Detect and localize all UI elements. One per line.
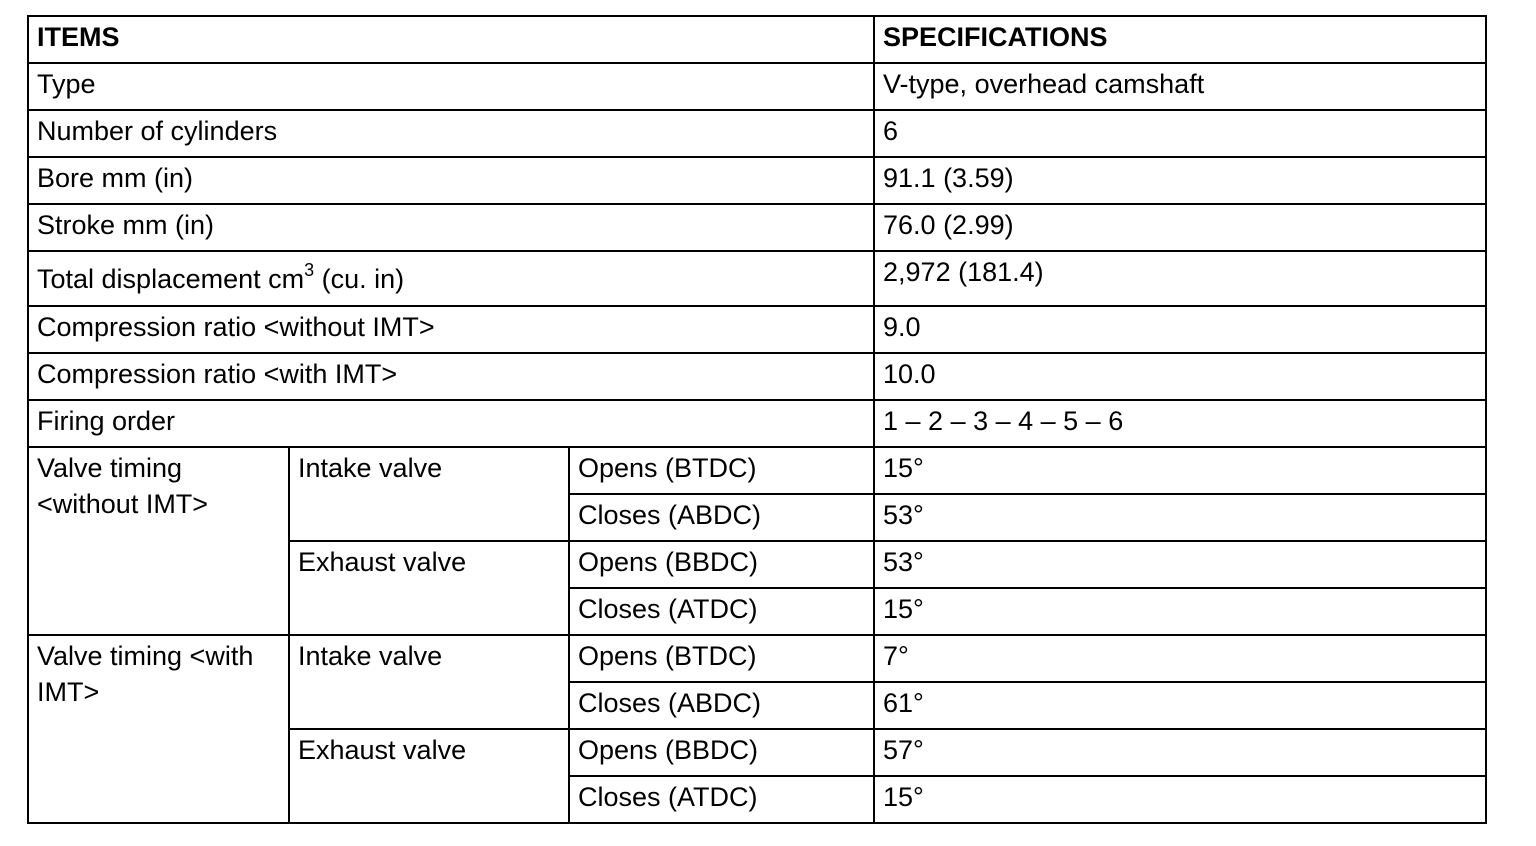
table-row (28, 110, 1486, 157)
event-cell: Opens (BTDC) (569, 635, 874, 682)
event-cell: Closes (ATDC) (569, 776, 874, 823)
item-cell: Type (28, 63, 874, 110)
valve-label: Intake valve (289, 447, 569, 541)
table-row (28, 204, 1486, 251)
spec-cell: 6 (874, 110, 1486, 157)
valve-timing-group-label: Valve timing <without IMT> (28, 447, 289, 635)
item-cell: Bore mm (in) (28, 157, 874, 204)
item-cell: Compression ratio <with IMT> (28, 353, 874, 400)
event-cell: Opens (BTDC) (569, 447, 874, 494)
spec-cell: 9.0 (874, 306, 1486, 353)
item-cell: Number of cylinders (28, 110, 874, 157)
valve-timing-group-label: Valve timing <with IMT> (28, 635, 289, 823)
valve-label: Exhaust valve (289, 729, 569, 823)
table-row (28, 63, 1486, 110)
table-row (28, 251, 1486, 306)
item-cell: Stroke mm (in) (28, 204, 874, 251)
spec-cell: 15° (874, 776, 1486, 823)
item-text: (cu. in) (314, 264, 405, 294)
event-cell: Closes (ATDC) (569, 588, 874, 635)
spec-cell: 10.0 (874, 353, 1486, 400)
item-cell (28, 251, 874, 306)
header-items: ITEMS (28, 16, 874, 63)
table-row (28, 447, 1486, 494)
header-row (28, 16, 1486, 63)
item-text: Total displacement cm (37, 264, 305, 294)
table-row (28, 157, 1486, 204)
item-cell: Firing order (28, 400, 874, 447)
spec-cell: 76.0 (2.99) (874, 204, 1486, 251)
spec-cell: 15° (874, 447, 1486, 494)
table-row (28, 635, 1486, 682)
spec-cell: 7° (874, 635, 1486, 682)
spec-cell: 61° (874, 682, 1486, 729)
spec-cell: 91.1 (3.59) (874, 157, 1486, 204)
table-row (28, 306, 1486, 353)
superscript: 3 (304, 260, 315, 280)
valve-label: Exhaust valve (289, 541, 569, 635)
spec-cell: 1 – 2 – 3 – 4 – 5 – 6 (874, 400, 1486, 447)
item-cell: Compression ratio <without IMT> (28, 306, 874, 353)
specifications-table (27, 15, 1487, 824)
spec-cell: V-type, overhead camshaft (874, 63, 1486, 110)
event-cell: Opens (BBDC) (569, 729, 874, 776)
spec-cell: 53° (874, 541, 1486, 588)
spec-cell: 15° (874, 588, 1486, 635)
header-specifications: SPECIFICATIONS (874, 16, 1486, 63)
event-cell: Closes (ABDC) (569, 682, 874, 729)
table-row (28, 400, 1486, 447)
event-cell: Opens (BBDC) (569, 541, 874, 588)
event-cell: Closes (ABDC) (569, 494, 874, 541)
spec-cell: 57° (874, 729, 1486, 776)
valve-label: Intake valve (289, 635, 569, 729)
table-row (28, 353, 1486, 400)
spec-cell: 53° (874, 494, 1486, 541)
spec-cell: 2,972 (181.4) (874, 251, 1486, 306)
